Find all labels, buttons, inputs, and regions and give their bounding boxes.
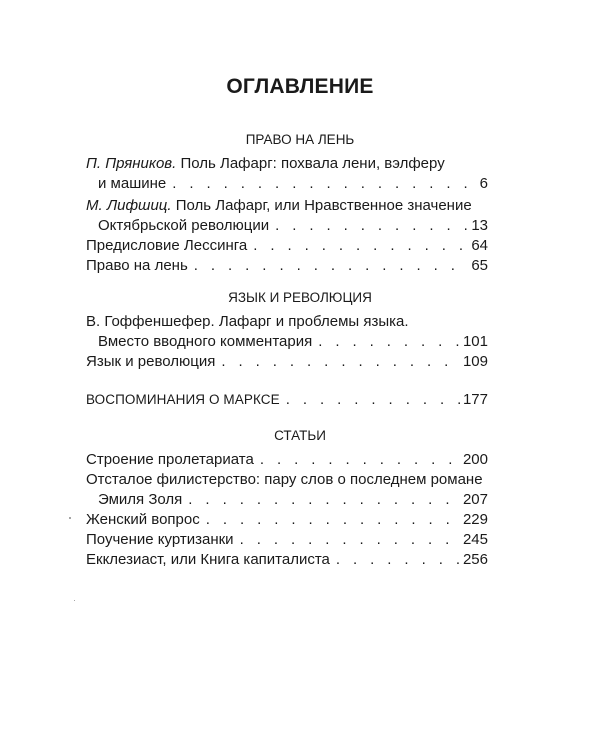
toc-entry-memories-of-marx	[86, 390, 488, 410]
entry-title-continued: Октябрьской революции	[98, 217, 270, 234]
toc-entry-ecclesiastes	[86, 550, 488, 570]
entry-title: Предисловие Лессинга	[86, 237, 248, 254]
entry-title: Язык и революция	[86, 353, 216, 370]
page-number: 200	[462, 451, 488, 468]
entry-title: Право на лень	[86, 257, 188, 274]
dot-leader	[336, 550, 460, 570]
section-heading-right-to-laziness: ПРАВО НА ЛЕНЬ	[245, 132, 355, 147]
page-number: 13	[471, 217, 488, 234]
page-number: 101	[462, 333, 488, 350]
dot-leader	[253, 236, 468, 256]
entry-title: Поучение куртизанки	[86, 531, 234, 548]
page-number: 64	[471, 237, 488, 254]
section-heading-articles: СТАТЬИ	[274, 428, 326, 443]
toc-entry-right-to-laziness	[86, 256, 488, 276]
section-heading-language-revolution: ЯЗЫК И РЕВОЛЮЦИЯ	[228, 290, 372, 305]
dot-leader	[275, 216, 468, 236]
entry-title: Поль Лафарг: похвала лени, вэлферу	[180, 155, 445, 172]
entry-title-continued: Эмиля Золя	[98, 491, 183, 508]
entry-title: Отсталое филистерство: пару слов о последнем романе	[86, 471, 483, 488]
toc-entry-proletariat	[86, 450, 488, 470]
toc-title: ОГЛАВЛЕНИЕ	[226, 75, 374, 98]
dot-leader	[240, 530, 460, 550]
dot-leader	[286, 390, 460, 410]
dot-leader	[188, 490, 460, 510]
toc-entry-pryanikov	[86, 154, 488, 194]
dot-leader	[206, 510, 460, 530]
entry-title: Женский вопрос	[86, 511, 200, 528]
entry-title: Поль Лафарг, или Нравственное значение	[175, 197, 472, 214]
page-number: 207	[462, 491, 488, 508]
dot-leader	[221, 352, 460, 372]
page-number: 245	[462, 531, 488, 548]
scan-speck	[74, 600, 75, 601]
toc-entry-lifshits	[86, 196, 488, 236]
toc-entry-women-question	[86, 510, 488, 530]
dot-leader	[260, 450, 460, 470]
entry-title-continued: Вместо вводного комментария	[98, 333, 313, 350]
toc-entry-philistinism	[86, 470, 488, 510]
dot-leader	[172, 174, 476, 194]
entry-author: П. Пряников.	[86, 155, 177, 172]
entry-title: Екклезиаст, или Книга капиталиста	[86, 551, 330, 568]
dot-leader	[194, 256, 469, 276]
toc-entry-courtesan	[86, 530, 488, 550]
page-number: 256	[462, 551, 488, 568]
page-number: 109	[462, 353, 488, 370]
entry-title: ВОСПОМИНАНИЯ О МАРКСЕ	[86, 392, 280, 407]
entry-title-continued: и машине	[98, 175, 167, 192]
dot-leader	[318, 332, 460, 352]
scan-speck	[69, 517, 71, 519]
page-number: 6	[479, 175, 488, 192]
toc-entry-language-revolution	[86, 352, 488, 372]
toc-entry-lessing	[86, 236, 488, 256]
page-number: 177	[462, 391, 488, 408]
toc-entry-hoffenschefer	[86, 312, 488, 352]
entry-author: М. Лифшиц.	[86, 197, 172, 214]
page-number: 65	[471, 257, 488, 274]
entry-title: Строение пролетариата	[86, 451, 254, 468]
page-number: 229	[462, 511, 488, 528]
entry-title: В. Гоффеншефер. Лафарг и проблемы языка.	[86, 313, 409, 330]
